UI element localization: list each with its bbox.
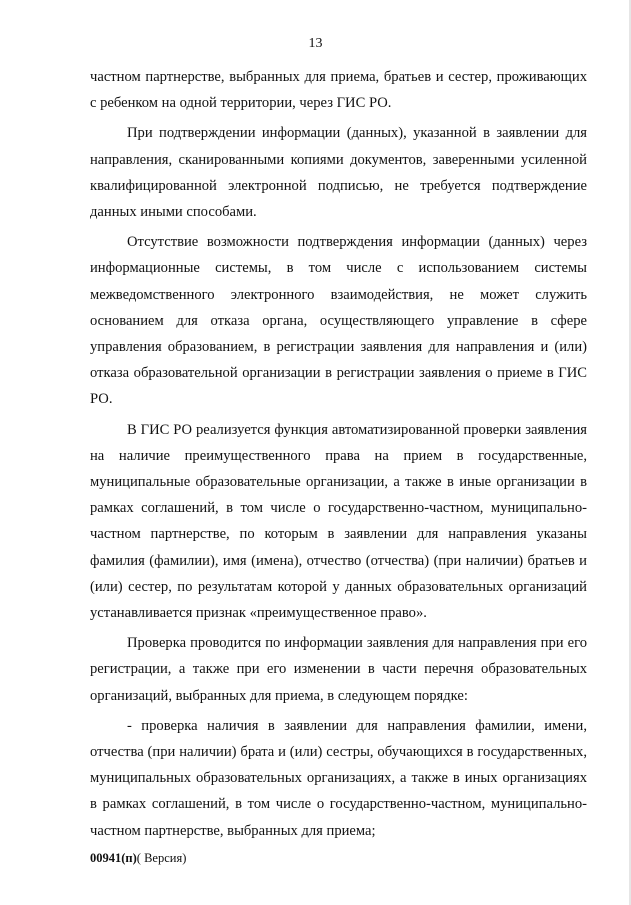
document-footer: [90, 851, 186, 865]
page-number: 13: [308, 36, 323, 51]
list-item-paragraph: - проверка наличия в заявлении для направления фамилии, имени, отчества (при наличии) брата и (или) сестры, обучающихся в государственных, муниципальных образовательных организациях, а также в иных организациях в рамках соглашений, в том числе о государственно-частном, муниципально-частном партнерстве, выбранных для приема;: [90, 717, 587, 839]
footer-code: 00941(п): [90, 851, 137, 865]
paragraph: При подтверждении информации (данных), указанной в заявлении для направления, сканированными копиями документов, заверенными усиленной квалифицированной электронной подписью, не требуется подтверждение данных иными способами.: [90, 125, 587, 221]
paragraph: Проверка проводится по информации заявления для направления при его регистрации, а также при его изменении в части перечня образовательных организаций, выбранных для приема, в следующем порядке:: [90, 635, 587, 704]
paragraph: частном партнерстве, выбранных для приема, братьев и сестер, проживающих с ребенком на одной территории, через ГИС РО.: [90, 69, 587, 112]
paragraph: В ГИС РО реализуется функция автоматизированной проверки заявления на наличие преимущественного права на прием в государственные, муниципальные образовательные организации, а также в иные организации в рамках соглашений, в том числе о государственно-частном, муниципально-частном партнерстве, по которым в заявлении для направления указаны фамилия (фамилии), имя (имена), отчество (отчества) (при наличии) братьев и (или) сестер, по результатам которой у данных образовательных организаций устанавливается признак «преимущественное право».: [90, 421, 587, 622]
paragraph: Отсутствие возможности подтверждения информации (данных) через информационные системы, в том числе с использованием системы межведомственного электронного взаимодействия, не может служить основанием для отказа органа, осуществляющего управление в сфере управления образованием, в регистрации заявления для направления и (или) отказа образовательной организации в регистрации заявления о приеме в ГИС РО.: [90, 234, 587, 408]
document-body: [90, 64, 587, 848]
footer-version: ( Версия): [136, 851, 187, 865]
